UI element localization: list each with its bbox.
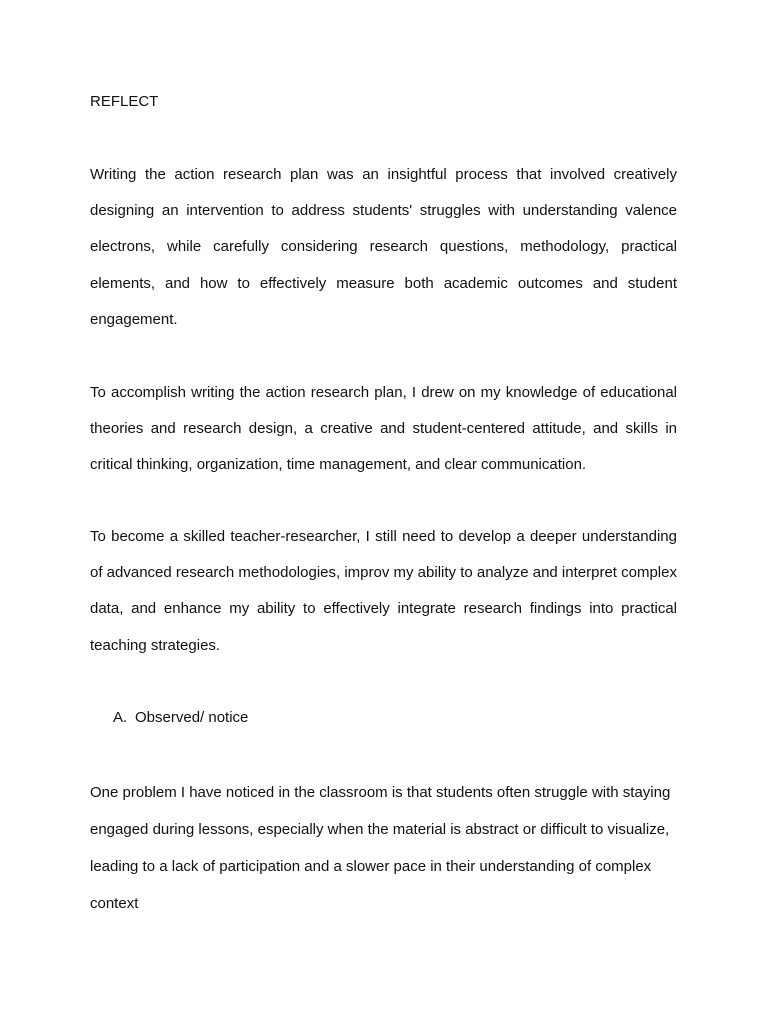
list-marker: A. — [113, 709, 128, 726]
paragraph-classroom-problem: One problem I have noticed in the classroom is that students often struggle with staying engaged during lessons, especially when the material is abstract or difficult to visualize, leading to a lack of participation and a slower pace in their understanding of complex context — [90, 784, 671, 912]
paragraph-development-needs: To become a skilled teacher-researcher, I still need to develop a deeper understanding of advanced research methodologies, improv my ability to analyze and interpret complex data, and enhance my ability to effectively integrate research findings into practical teaching strategies. — [90, 528, 677, 654]
paragraph-reflection-process: Writing the action research plan was an insightful process that involved creatively designing an intervention to address students' struggles with understanding valence electrons, while carefully considering research questions, methodology, practical elements, and how to effectively measure both academic outcomes and student engagement. — [90, 166, 677, 328]
paragraph-skills-used: To accomplish writing the action research plan, I drew on my knowledge of educational theories and research design, a creative and student-centered attitude, and skills in critical thinking, organization, time management, and clear communication. — [90, 384, 677, 474]
list-item-text: Observed/ notice — [135, 709, 249, 726]
list-item-observed — [113, 709, 248, 727]
section-heading: REFLECT — [90, 93, 159, 110]
